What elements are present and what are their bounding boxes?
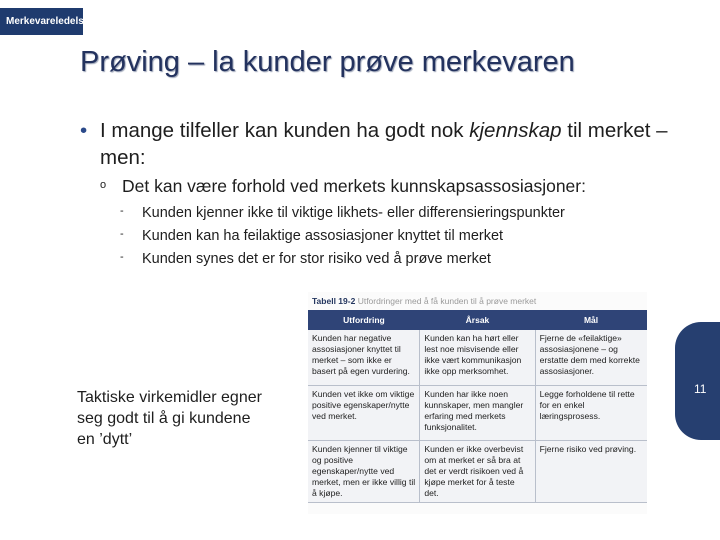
table-row xyxy=(308,330,647,385)
bullet-level2-text: Det kan være forhold ved merkets kunnskapsassosiasjoner: xyxy=(122,176,586,196)
sub-bullet xyxy=(120,205,565,221)
table-cell: Kunden er ikke overbevist om at merket er så bra at det er verdt risikoen ved å kjøpe merket for å teste det. xyxy=(420,440,535,502)
sub-bullet-text: Kunden kjenner ikke til viktige likhets- eller differensieringspunkter xyxy=(142,205,565,221)
table-caption xyxy=(308,292,647,310)
table-row xyxy=(308,385,647,440)
bullet-level1 xyxy=(80,117,690,171)
table-cell: Kunden har negative assosiasjoner knyttet til merket – som ikke er basert på egen vurdering. xyxy=(308,330,420,385)
bullet-dash-icon: - xyxy=(120,205,124,217)
bullet-dash-icon: - xyxy=(120,228,124,240)
emphasis-text: kjennskap xyxy=(469,119,562,142)
bullet-dot-icon: • xyxy=(80,119,88,142)
sub-bullet xyxy=(120,251,491,267)
table-cell: Fjerne risiko ved prøving. xyxy=(535,440,647,502)
sub-bullet xyxy=(120,228,503,244)
table-cell: Kunden kan ha hørt eller lest noe misvisende eller ikke vært kommunikasjon ikke opp merksomhet. xyxy=(420,330,535,385)
column-header: Mål xyxy=(535,310,647,330)
table-cell: Legge forholdene til rette for en enkel læringsprosess. xyxy=(535,385,647,440)
bullet-level1-text: I mange tilfeller kan kunden ha godt nok kjennskap til merket – men: xyxy=(100,119,668,169)
page-number: 11 xyxy=(694,382,707,396)
table-cell: Fjerne de «feilaktige» assosiasjonene – og erstatte dem med korrekte assosiasjoner. xyxy=(535,330,647,385)
table-cell: Kunden har ikke noen kunnskaper, men mangler erfaring med merkets funksjonalitet. xyxy=(420,385,535,440)
column-header: Utfordring xyxy=(308,310,420,330)
table-cell: Kunden vet ikke om viktige positive egenskaper/nytte ved merket. xyxy=(308,385,420,440)
column-header: Årsak xyxy=(420,310,535,330)
bullet-circle-icon: o xyxy=(100,179,107,191)
table-header-row xyxy=(308,310,647,330)
table-caption-label: Tabell 19-2 xyxy=(312,296,356,306)
sub-bullet-text: Kunden kan ha feilaktige assosiasjoner knyttet til merket xyxy=(142,228,504,244)
table-grid xyxy=(308,310,647,503)
sub-bullet-text: Kunden synes det er for stor risiko ved å prøve merket xyxy=(142,251,491,267)
page-number-tab xyxy=(675,322,720,440)
table-caption-text: Utfordringer med å få kunden til å prøve merket xyxy=(357,296,537,306)
side-note: Taktiske virkemidler egner seg godt til å gi kundene en ’dytt’ xyxy=(77,389,262,448)
header-tag: Merkevareledelse xyxy=(0,8,83,35)
bullet-dash-icon: - xyxy=(120,251,124,263)
table-row xyxy=(308,440,647,502)
slide-title: Prøving – la kunder prøve merkevaren xyxy=(80,46,575,78)
table-cell: Kunden kjenner til viktige og positive egenskaper/nytte ved merket, men er ikke villig til å kjøpe. xyxy=(308,440,420,502)
challenge-table xyxy=(308,292,647,514)
bullet-level2 xyxy=(100,176,586,197)
